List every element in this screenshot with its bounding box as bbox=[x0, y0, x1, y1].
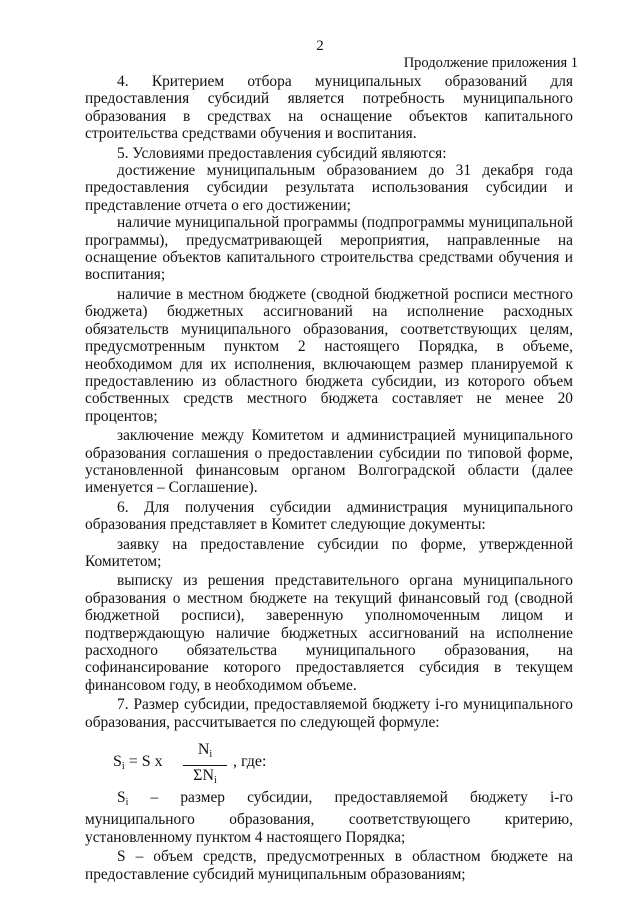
paragraph-5-condition-2: наличие муниципальной программы (подпрограммы муниципальной программы), предусматривающей мероприятия, направленные на оснащение объектов капитального строительства средствами обучения и воспитания; bbox=[85, 214, 573, 284]
paragraph-5-condition-4: заключение между Комитетом и администрацией муниципального образования соглашения о предоставлении субсидии по типовой форме, установленной финансовым органом Волгоградской области (далее именуется – Соглашение). bbox=[85, 427, 573, 497]
formula-denominator: $\Sigma N_i$ bbox=[193, 767, 217, 787]
formula-lhs: $S_i = S$ x bbox=[113, 753, 163, 773]
paragraph-6-document-2: выписку из решения представительного органа муниципального образования о местном бюджете на текущий финансовый год (сводной бюджетной росписи), заверенную уполномоченным лицом и подтверждающую наличие бюджетных ассигнований на исполнение расходного обязательства муниципального образования, на софинансирование которого предоставляется субсидия в текущем финансовом году, в необходимом объеме. bbox=[85, 572, 573, 694]
formula-fraction bbox=[183, 741, 227, 790]
paragraph-5: 5. Условиями предоставления субсидий являются: bbox=[117, 144, 447, 162]
formula-tail: , где: bbox=[233, 753, 267, 771]
paragraph-5-condition-3: наличие в местном бюджете (сводной бюджетной росписи местного бюджета) бюджетных ассигнований на исполнение расходных обязательств муниципального образования, соответствующих целям, предусмотренным пунктом 2 настоящего Порядка, в объеме, необходимом для их исполнения, включающем размер планируемой к предоставлению из областного бюджета субсидии, из которого объем собственных средств местного бюджета составляет не менее 20 процентов; bbox=[85, 285, 573, 425]
paragraph-4: 4. Критерием отбора муниципальных образований для предоставления субсидий является потребность муниципального образования в средствах на оснащение объектов капитального строительства средствами обучения и воспитания. bbox=[85, 73, 573, 143]
document-body bbox=[85, 73, 573, 883]
definition-si: $S_i$ – размер субсидии, предоставляемой бюджету i-го муниципального образования, соответствующего критерию, установленному пунктом 4 настоящего Порядка; bbox=[85, 789, 573, 846]
paragraph-6-document-1: заявку на предоставление субсидии по форме, утвержденной Комитетом; bbox=[85, 535, 573, 570]
paragraph-6: 6. Для получения субсидии администрация муниципального образования представляет в Комитет следующие документы: bbox=[85, 498, 573, 534]
appendix-continuation-label: Продолжение приложения 1 bbox=[403, 55, 578, 71]
paragraph-5-condition-1: достижение муниципальным образованием до 31 декабря года предоставления субсидии результата использования субсидии и представление отчета о его достижении; bbox=[85, 162, 573, 214]
formula-numerator: $N_i$ bbox=[183, 741, 227, 766]
definition-s: S – объем средств, предусмотренных в областном бюджете на предоставление субсидий муниципальным образованиям; bbox=[85, 848, 573, 883]
page-number: 2 bbox=[316, 38, 324, 54]
subsidy-formula bbox=[85, 731, 573, 789]
paragraph-7: 7. Размер субсидии, предоставляемой бюджету i-го муниципального образования, рассчитывается по следующей формуле: bbox=[85, 696, 573, 731]
